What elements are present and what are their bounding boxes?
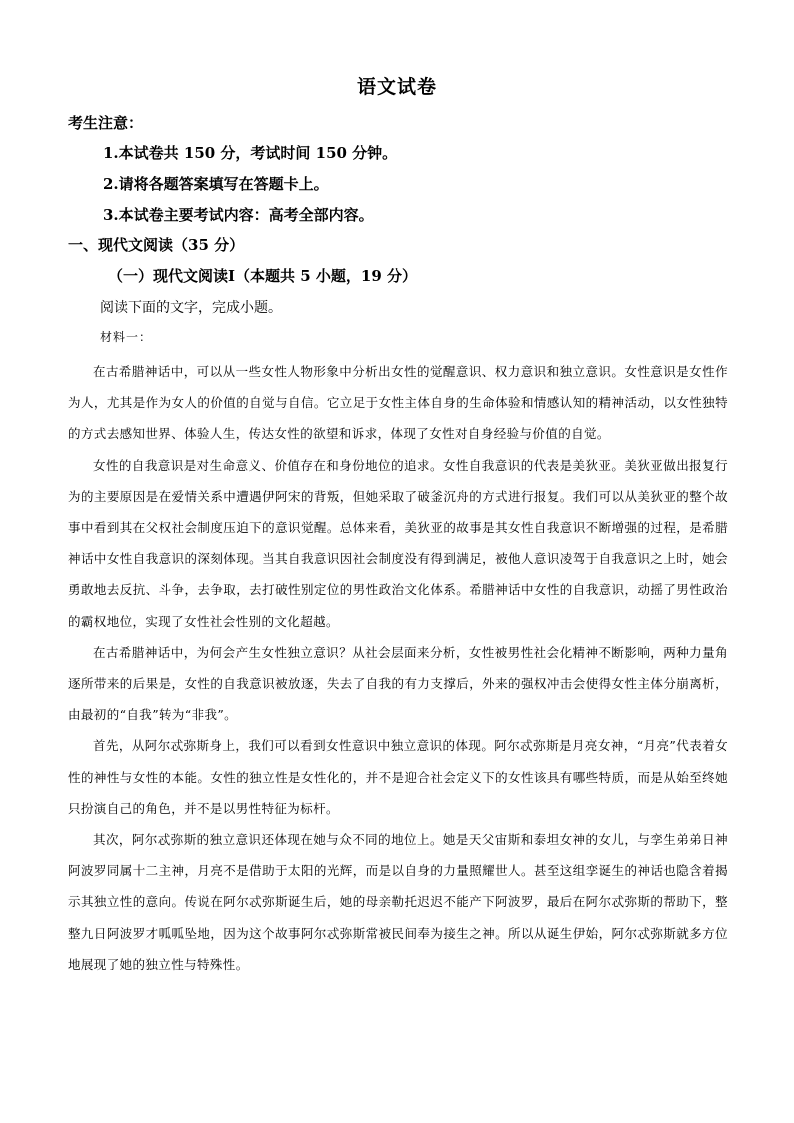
notice-heading: 考生注意： [68, 114, 144, 132]
passage-paragraph: 女性的自我意识是对生命意义、价值存在和身份地位的追求。女性自我意识的代表是美狄亚。美狄亚做出报复行为的主要原因是在爱情关系中遭遇伊阿宋的背叛，但她采取了破釜沉舟的方式进行报复。我们可以从美狄亚的整个故事中看到其在父权社会制度压迫下的意识觉醒。总体来看，美狄亚的故事是其女性自我意识不断增强的过程，是希腊神话中女性自我意识的深刻体现。当其自我意识因社会制度没有得到满足，被他人意识凌驾于自我意识之上时，她会勇敢地去反抗、斗争，去争取，去打破性别定位的男性政治文化体系。希腊神话中女性的自我意识，动摇了男性政治的霸权地位，实现了女性社会性别的文化超越。 [68, 457, 728, 629]
reading-instruction: 阅读下面的文字，完成小题。 [100, 300, 282, 316]
notice-item-1: 1.本试卷共 150 分，考试时间 150 分钟。 [103, 144, 398, 162]
reading-passage [68, 356, 728, 980]
passage-paragraph: 在古希腊神话中，可以从一些女性人物形象中分析出女性的觉醒意识、权力意识和独立意识。女性意识是女性作为人，尤其是作为女人的价值的自觉与自信。它立足于女性主体自身的生命体验和情感认知的精神活动，以女性独特的方式去感知世界、体验人生，传达女性的欲望和诉求，体现了女性对自身经验与价值的自觉。 [68, 364, 728, 442]
notice-item-3: 3.本试卷主要考试内容：高考全部内容。 [103, 206, 374, 224]
passage-paragraph: 其次，阿尔忒弥斯的独立意识还体现在她与众不同的地位上。她是天父宙斯和泰坦女神的女儿，与孪生弟弟日神阿波罗同属十二主神，月亮不是借助于太阳的光辉，而是以自身的力量照耀世人。甚至这组孪诞生的神话也隐含着揭示其独立性的意向。传说在阿尔忒弥斯诞生后，她的母亲勒托迟迟不能产下阿波罗，最后在阿尔忒弥斯的帮助下，整整九日阿波罗才呱呱坠地，因为这个故事阿尔忒弥斯常被民间奉为接生之神。所以从诞生伊始，阿尔忒弥斯就多方位地展现了她的独立性与特殊性。 [68, 832, 728, 972]
passage-paragraph: 首先，从阿尔忒弥斯身上，我们可以看到女性意识中独立意识的体现。阿尔忒弥斯是月亮女神，“月亮”代表着女性的神性与女性的本能。女性的独立性是女性化的，并不是迎合社会定义下的女性该具有哪些特质，而是从始至终她只扮演自己的角色，并不是以男性特征为标杆。 [68, 738, 728, 816]
material-label: 材料一： [100, 330, 153, 344]
page-title: 语文试卷 [356, 76, 437, 98]
section-heading: 一、现代文阅读（35 分） [68, 236, 245, 254]
notice-item-2: 2.请将各题答案填写在答题卡上。 [103, 175, 329, 193]
subsection-heading: （一）现代文阅读Ⅰ（本题共 5 小题，19 分） [108, 267, 417, 285]
passage-paragraph: 在古希腊神话中，为何会产生女性独立意识？从社会层面来分析，女性被男性社会化精神不断影响，两种力量角逐所带来的后果是，女性的自我意识被放逐，失去了自我的有力支撑后，外来的强权冲击会使得女性主体分崩离析，由最初的“自我”转为“非我”。 [68, 644, 728, 723]
